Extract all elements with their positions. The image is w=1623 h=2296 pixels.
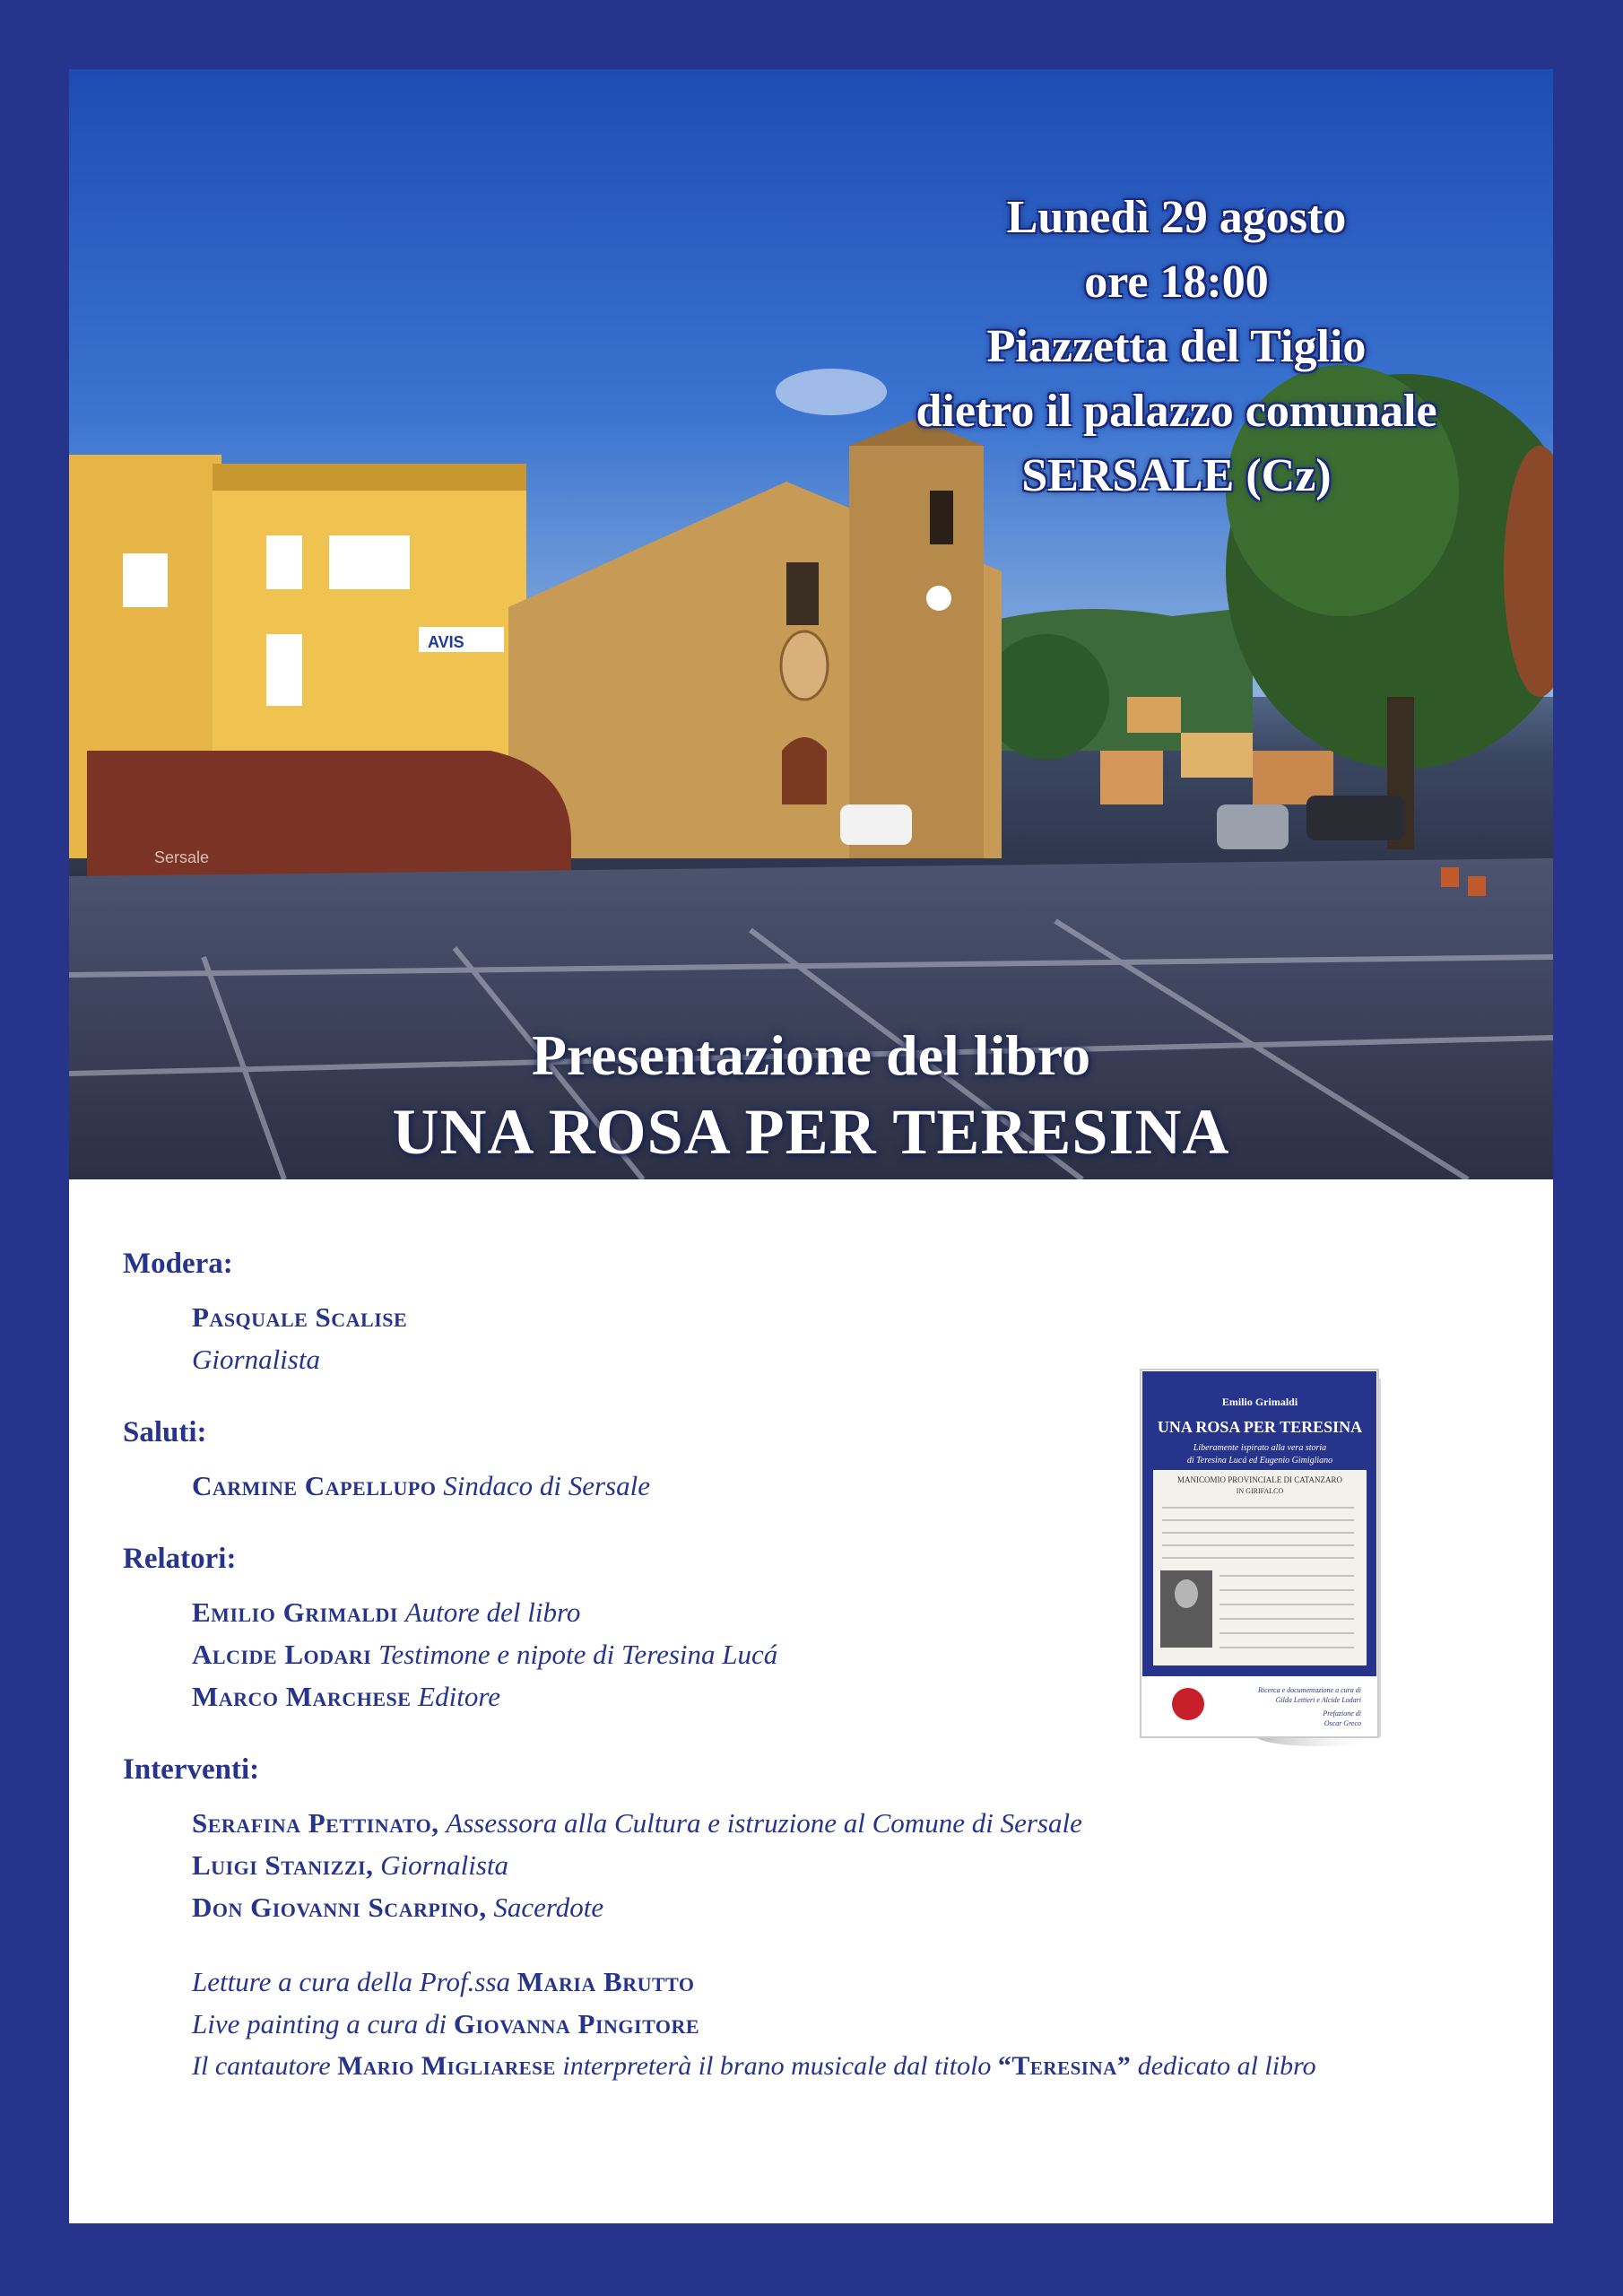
person-name: Serafina Pettinato, — [192, 1807, 439, 1839]
letture-name: Maria Brutto — [516, 1966, 695, 1997]
painting-name: Giovanna Pingitore — [453, 2008, 700, 2039]
canto-song: “Teresina” — [997, 2051, 1132, 2081]
event-date: Lunedì 29 agosto — [1006, 192, 1347, 243]
car — [840, 804, 912, 845]
person-name: Luigi Stanizzi, — [192, 1849, 374, 1881]
cover-preface-name: Oscar Greco — [1324, 1719, 1361, 1727]
event-place-detail: dietro il palazzo comunale — [916, 386, 1437, 437]
intervento-entry — [192, 1844, 1540, 1886]
clock-icon — [926, 586, 951, 611]
person-name: Alcide Lodari — [192, 1639, 372, 1670]
planter — [1468, 876, 1486, 896]
person-role: Editore — [418, 1681, 500, 1712]
event-town: SERSALE (Cz) — [1021, 450, 1332, 501]
event-info — [836, 186, 1517, 509]
church-door — [782, 737, 827, 804]
intervento-entry — [192, 1802, 1540, 1844]
window — [266, 535, 302, 589]
church-window — [786, 562, 819, 625]
book-cover-image — [1139, 1368, 1381, 1753]
cover-subtitle: Liberamente ispirato alla vera storia — [1193, 1443, 1327, 1453]
car — [1306, 796, 1405, 840]
person-name: Pasquale Scalise — [192, 1301, 408, 1333]
canto-post: dedicato al libro — [1137, 2051, 1316, 2081]
canto-text: Il cantautore — [192, 2051, 331, 2081]
interventi-label: Interventi: — [123, 1753, 260, 1786]
distant-house — [1181, 733, 1253, 778]
canto-name: Mario Migliarese — [337, 2051, 556, 2081]
cover-title: UNA ROSA PER TERESINA — [1157, 1418, 1363, 1436]
publisher-logo-icon — [1172, 1688, 1204, 1720]
person-role: Assessora alla Cultura e istruzione al Comune di Sersale — [446, 1807, 1082, 1839]
book-heading-title: UNA ROSA PER TERESINA — [392, 1096, 1230, 1168]
book-heading-pre: Presentazione del libro — [531, 1023, 1091, 1087]
window — [123, 553, 168, 607]
cover-preface-label: Prefazione di — [1323, 1709, 1361, 1718]
person-role: Sindaco di Sersale — [443, 1470, 650, 1501]
person-role: Testimone e nipote di Teresina Lucá — [378, 1639, 778, 1670]
painting-text: Live painting a cura di — [192, 2008, 447, 2039]
distant-house — [1100, 751, 1163, 804]
person-role: Autore del libro — [404, 1596, 581, 1628]
book-heading — [69, 1020, 1553, 1172]
modera-label: Modera: — [123, 1248, 233, 1280]
car — [1217, 804, 1289, 849]
canto-entry — [192, 2045, 1540, 2087]
cover-credits: Gilda Lettieri e Alcide Lodari — [1275, 1696, 1361, 1704]
hero-photo — [69, 69, 1553, 1179]
cover-document-sub: IN GIRIFALCO — [1236, 1487, 1284, 1495]
modera-entry — [192, 1296, 1540, 1338]
avis-sign-text: AVIS — [428, 633, 464, 651]
cover-credits: Ricerca e documentazione a cura di — [1257, 1686, 1361, 1694]
wall-plaque-text: Sersale — [154, 848, 210, 866]
window — [266, 634, 302, 706]
cover-author: Emilio Grimaldi — [1221, 1396, 1298, 1408]
person-role: Giornalista — [380, 1849, 509, 1881]
saluti-label: Saluti: — [123, 1416, 207, 1448]
building-ledge — [213, 464, 526, 491]
cover-document-header: MANICOMIO PROVINCIALE DI CATANZARO — [1176, 1475, 1343, 1484]
church-medallion — [781, 631, 828, 700]
painting-entry — [192, 2003, 1540, 2045]
person-name: Don Giovanni Scarpino, — [192, 1892, 487, 1923]
cover-subtitle: di Teresina Lucá ed Eugenio Gimigliano — [1186, 1456, 1333, 1465]
relatori-label: Relatori: — [123, 1543, 237, 1575]
event-place: Piazzetta del Tiglio — [986, 321, 1367, 372]
person-role: Sacerdote — [493, 1892, 604, 1923]
cover-portrait-face — [1175, 1579, 1198, 1608]
window — [329, 535, 410, 589]
person-name: Carmine Capellupo — [192, 1470, 437, 1501]
canto-mid: interpreterà il brano musicale dal titolo — [562, 2051, 992, 2081]
tree — [984, 634, 1109, 760]
person-role: Giornalista — [192, 1344, 320, 1375]
person-name: Emilio Grimaldi — [192, 1596, 398, 1628]
distant-house — [1127, 697, 1181, 733]
letture-text: Letture a cura della Prof.ssa — [192, 1966, 511, 1997]
letture-entry — [192, 1961, 1540, 2003]
event-time: ore 18:00 — [1084, 257, 1269, 308]
planter — [1441, 867, 1459, 887]
poster-frame — [69, 69, 1553, 2223]
person-name: Marco Marchese — [192, 1681, 412, 1712]
intervento-entry — [192, 1886, 1540, 1928]
